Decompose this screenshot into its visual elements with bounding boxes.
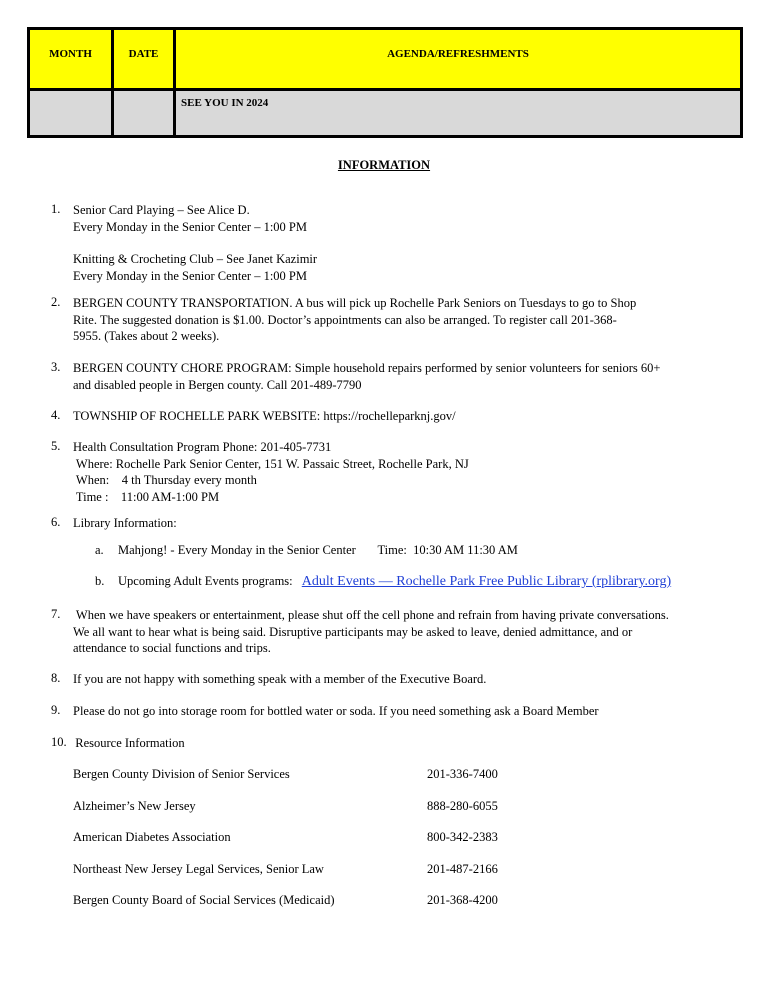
schedule-table xyxy=(27,27,743,138)
sub-letter: a. xyxy=(95,543,104,557)
item-number: 3. xyxy=(51,360,61,374)
item-line: If you are not happy with something speak with a member of the Executive Board. xyxy=(73,672,487,686)
information-heading: INFORMATION xyxy=(337,158,431,172)
row-cell-agenda xyxy=(176,91,740,135)
header-agenda: AGENDA/REFRESHMENTS xyxy=(387,48,529,60)
item-line: Senior Card Playing – See Alice D. xyxy=(73,203,250,217)
schedule-header-row xyxy=(30,30,740,91)
website-line[interactable]: TOWNSHIP OF ROCHELLE PARK WEBSITE: https://rochelleparknj.gov/ xyxy=(73,409,456,423)
item-line: and disabled people in Bergen county. Call 201-489-7790 xyxy=(73,377,362,392)
adult-events-link[interactable]: Adult Events — Rochelle Park Free Public Library (rplibrary.org) xyxy=(301,574,672,589)
resource-phone: 888-280-6055 xyxy=(427,799,498,813)
item-number: 5. xyxy=(51,439,61,453)
item-number: 10. xyxy=(51,735,67,749)
sub-letter: b. xyxy=(95,574,105,588)
item-line: BERGEN COUNTY CHORE PROGRAM: Simple household repairs performed by senior volunteers for seniors 60+ xyxy=(73,361,661,375)
row-cell-month xyxy=(30,91,114,135)
item-line: Every Monday in the Senior Center – 1:00 PM xyxy=(73,219,307,234)
resource-phone: 201-487-2166 xyxy=(427,862,498,876)
header-cell-month xyxy=(30,30,114,88)
sub-text: Upcoming Adult Events programs: xyxy=(118,574,293,588)
resource-phone: 201-368-4200 xyxy=(427,893,498,907)
header-cell-date xyxy=(114,30,176,88)
item-line: Resource Information xyxy=(69,736,185,750)
item-number: 1. xyxy=(51,202,61,216)
item-line: BERGEN COUNTY TRANSPORTATION. A bus will pick up Rochelle Park Seniors on Tuesdays to go to Shop xyxy=(73,296,637,310)
resource-name: Alzheimer’s New Jersey xyxy=(73,799,196,813)
item-number: 6. xyxy=(51,515,61,529)
item-line: We all want to hear what is being said. Disruptive participants may be asked to leave, denied admittance, and or xyxy=(73,624,633,639)
header-cell-agenda xyxy=(176,30,740,88)
resource-phone: 201-336-7400 xyxy=(427,767,498,781)
row-cell-date xyxy=(114,91,176,135)
item-line: When: 4 th Thursday every month xyxy=(73,473,257,487)
item-line: Time : 11:00 AM-1:00 PM xyxy=(73,489,220,504)
resource-name: Northeast New Jersey Legal Services, Senior Law xyxy=(73,862,324,876)
resource-name: American Diabetes Association xyxy=(73,830,231,844)
item-number: 9. xyxy=(51,703,61,717)
item-line: Library Information: xyxy=(73,516,177,530)
header-date: DATE xyxy=(128,48,159,60)
schedule-row xyxy=(30,91,740,135)
resource-name: Bergen County Division of Senior Services xyxy=(73,767,290,781)
item-line: Please do not go into storage room for bottled water or soda. If you need something ask a Board Member xyxy=(73,704,599,718)
header-month: MONTH xyxy=(49,48,92,60)
item-number: 7. xyxy=(51,607,61,621)
item-line: Where: Rochelle Park Senior Center, 151 W. Passaic Street, Rochelle Park, NJ xyxy=(73,456,469,471)
item-line: attendance to social functions and trips. xyxy=(73,641,271,655)
item-line: Every Monday in the Senior Center – 1:00 PM xyxy=(73,268,307,283)
item-line: Rite. The suggested donation is $1.00. Doctor’s appointments can also be arranged. To register call 201-368- xyxy=(73,312,617,327)
item-line: Knitting & Crocheting Club – See Janet Kazimir xyxy=(73,252,318,266)
item-number: 2. xyxy=(51,295,61,309)
resource-phone: 800-342-2383 xyxy=(427,830,498,844)
row-agenda: SEE YOU IN 2024 xyxy=(181,97,269,109)
sub-text-wrap xyxy=(118,574,671,590)
item-number: 4. xyxy=(51,408,61,422)
item-number: 8. xyxy=(51,671,61,685)
item-line: When we have speakers or entertainment, please shut off the cell phone and refrain from having private conversations. xyxy=(73,608,669,622)
resource-name: Bergen County Board of Social Services (Medicaid) xyxy=(73,893,335,907)
item-line: 5955. (Takes about 2 weeks). xyxy=(73,329,220,343)
sub-text: Mahjong! - Every Monday in the Senior Center Time: 10:30 AM 11:30 AM xyxy=(118,543,518,557)
item-line: Health Consultation Program Phone: 201-405-7731 xyxy=(73,440,332,454)
